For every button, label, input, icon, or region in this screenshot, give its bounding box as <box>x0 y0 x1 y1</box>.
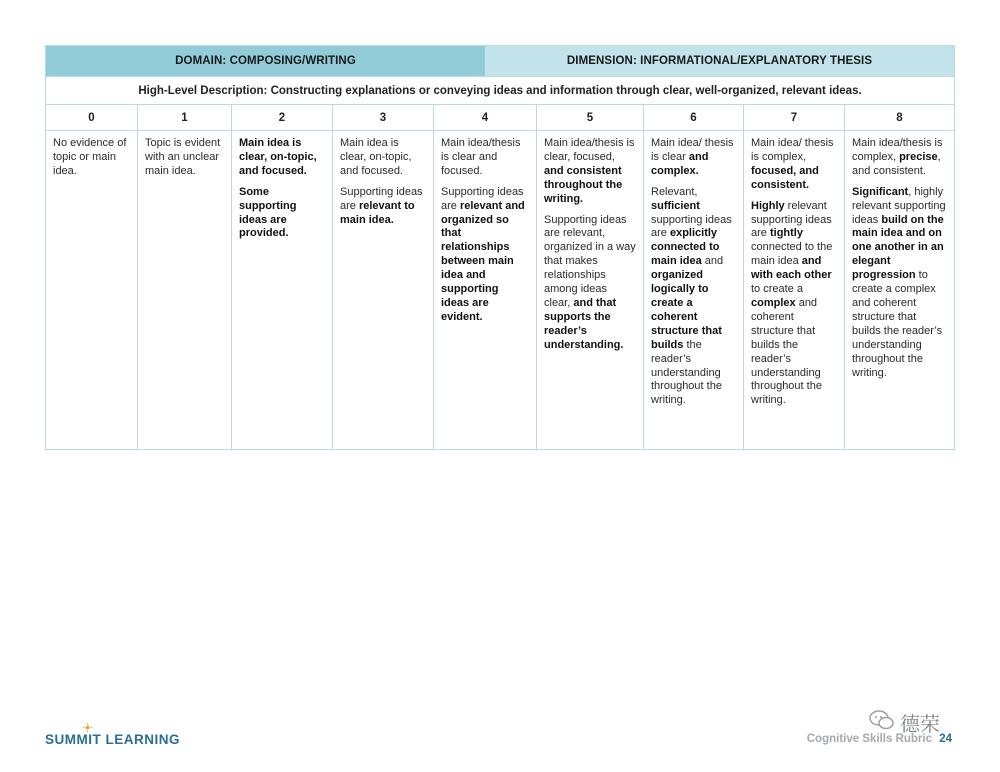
level-6-criteria <box>643 131 743 449</box>
criteria-bold-text: focused, and consistent. <box>751 164 819 191</box>
criteria-bold-text: tightly <box>769 227 803 240</box>
level-0-criteria <box>46 131 137 449</box>
level-5-criteria <box>536 131 643 449</box>
criteria-bold-text: Some supporting ideas are provided. <box>239 185 297 240</box>
criteria-text: Supporting ideas are <box>441 185 524 212</box>
criteria-text: Relevant, <box>651 185 698 198</box>
criteria-bold-text: relevant and organized so that relationships between main idea and supporting ideas are evident. <box>441 199 525 323</box>
wechat-icon <box>868 708 896 732</box>
criteria-paragraph <box>852 186 947 381</box>
level-1-header: 1 <box>137 105 231 130</box>
criteria-text: , and consistent. <box>852 150 941 177</box>
criteria-text: Main idea/thesis is clear and focused. <box>441 137 521 177</box>
criteria-paragraph <box>239 137 325 179</box>
level-8-criteria <box>844 131 954 449</box>
rubric-table <box>45 45 955 450</box>
criteria-paragraph <box>651 137 736 179</box>
criteria-paragraph <box>544 137 636 207</box>
level-4-header: 4 <box>433 105 536 130</box>
criteria-bold-text: sufficient <box>651 199 700 212</box>
level-2-criteria <box>231 131 332 449</box>
criteria-text: Topic is evident with an unclear main idea. <box>145 137 221 177</box>
level-8-header: 8 <box>844 105 954 130</box>
logo-sun-icon <box>83 723 92 732</box>
criteria-bold-text: Significant <box>852 185 909 198</box>
criteria-bold-text: precise <box>899 150 938 163</box>
criteria-bold-text: and consistent throughout the writing. <box>544 164 623 205</box>
criteria-paragraph <box>239 186 325 242</box>
criteria-text: Supporting ideas are relevant, organized in a way that makes relationships among ideas clear, <box>544 213 636 309</box>
criteria-bold-text: Highly <box>751 199 785 212</box>
level-3-header: 3 <box>332 105 433 130</box>
criteria-bold-text: and that supports the reader’s understanding. <box>544 296 624 351</box>
rubric-header-row <box>46 46 954 76</box>
criteria-paragraph <box>441 186 529 325</box>
criteria-paragraph <box>751 200 837 409</box>
criteria-bold-text: organized logically to create a coherent structure that builds <box>651 269 722 351</box>
domain-header: DOMAIN: COMPOSING/WRITING <box>46 46 485 76</box>
criteria-text: Main idea/thesis is clear, focused, <box>544 137 635 163</box>
criteria-text: Main idea/ thesis is clear <box>651 137 734 163</box>
criteria-bold-text: build on the main idea and on one another in an elegant progression <box>852 213 944 282</box>
criteria-text: and coherent structure that builds the reader’s understanding throughout the writing. <box>751 296 822 407</box>
summit-learning-logo <box>45 732 180 747</box>
criteria-text: and <box>701 255 724 268</box>
criteria-text: Main idea/ thesis is complex, <box>751 137 834 163</box>
level-7-header: 7 <box>743 105 844 130</box>
high-level-description: High-Level Description: Constructing explanations or conveying ideas and information through clear, well-organized, relevant ideas. <box>46 76 954 104</box>
level-6-header: 6 <box>643 105 743 130</box>
page-number: 24 <box>939 733 952 745</box>
level-1-criteria <box>137 131 231 449</box>
criteria-paragraph <box>852 137 947 179</box>
criteria-text: Main idea/thesis is complex, <box>852 137 943 163</box>
document-title: Cognitive Skills Rubric <box>806 733 932 745</box>
criteria-paragraph <box>145 137 224 179</box>
footer-page-info <box>807 733 952 745</box>
criteria-paragraph <box>544 214 636 353</box>
criteria-text: relevant supporting ideas are <box>751 199 832 240</box>
criteria-text: the reader’s understanding throughout the writing. <box>651 338 722 407</box>
criteria-bold-text: Main idea is clear, on-topic, and focused. <box>239 137 317 177</box>
level-2-header: 2 <box>231 105 332 130</box>
dimension-header: DIMENSION: INFORMATIONAL/EXPLANATORY THESIS <box>485 46 954 76</box>
criteria-text: No evidence of topic or main idea. <box>53 137 127 177</box>
level-7-criteria <box>743 131 844 449</box>
criteria-row <box>46 130 954 449</box>
level-0-header: 0 <box>88 111 95 124</box>
watermark-text: 德荣 <box>900 712 940 736</box>
criteria-bold-text: explicitly connected to main idea <box>651 227 720 268</box>
criteria-bold-text: complex <box>751 296 796 309</box>
criteria-paragraph <box>53 137 130 179</box>
criteria-bold-text: and with each other <box>751 255 832 282</box>
criteria-text: supporting ideas are <box>651 213 732 240</box>
score-levels-row <box>46 104 954 130</box>
level-4-criteria <box>433 131 536 449</box>
criteria-paragraph <box>441 137 529 179</box>
level-3-criteria <box>332 131 433 449</box>
criteria-paragraph <box>751 137 837 193</box>
criteria-paragraph <box>651 186 736 409</box>
level-5-header: 5 <box>536 105 643 130</box>
criteria-text: , highly relevant supporting ideas <box>852 185 946 226</box>
criteria-text: Main idea is clear, on-topic, and focused. <box>340 137 412 177</box>
logo-text: SUMMIT LEARNING <box>45 732 180 747</box>
criteria-text: to create a complex and coherent structure that builds the reader’s understanding throughout the writing. <box>852 269 943 379</box>
criteria-bold-text: and complex. <box>651 150 709 177</box>
criteria-paragraph <box>340 186 426 228</box>
criteria-text: to create a <box>751 283 803 296</box>
criteria-paragraph <box>340 137 426 179</box>
criteria-text: Supporting ideas are <box>340 185 423 212</box>
criteria-bold-text: relevant to main idea. <box>340 199 415 226</box>
criteria-text: connected to the main idea <box>751 241 833 268</box>
